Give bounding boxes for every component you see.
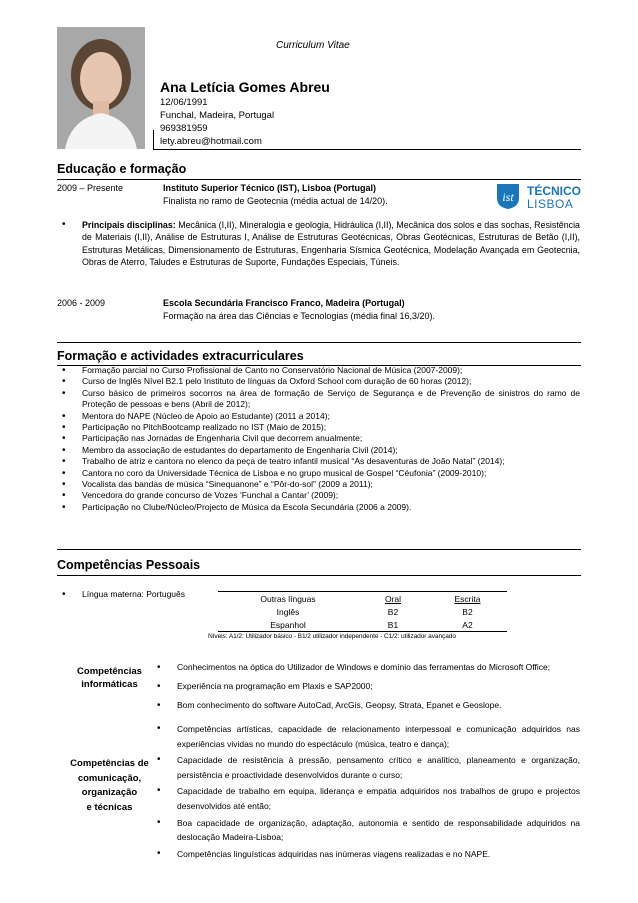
- label-line: Competências de: [70, 758, 149, 769]
- level-note: Níveis: A1/2: Utilizador básico - B1/2 utilizador independente - C1/2: utilizador avançado: [208, 633, 456, 640]
- disciplines-item: [60, 219, 580, 268]
- email[interactable]: lety.abreu@hotmail.com: [160, 136, 262, 147]
- language-table-wrap: [218, 591, 507, 632]
- list-item: • Participação no Clube/Núcleo/Projecto de Música da Escola Secundária (2006 a 2009).: [60, 502, 580, 513]
- oral-level: B2: [387, 606, 399, 617]
- header-divider: [153, 149, 581, 150]
- label-line: comunicação,: [77, 772, 142, 784]
- education-institution: Instituto Superior Técnico (IST), Lisboa (Portugal): [163, 183, 377, 193]
- section-divider: [57, 342, 581, 343]
- communication-skills-label: [57, 757, 162, 815]
- list-item: • Competências artísticas, capacidade de relacionamento interpessoal e comunicação adquiridos nas experiências vividas no mundo do espectáculo (música, teatro e dança);: [155, 722, 580, 751]
- communication-skills-list: [155, 722, 580, 861]
- header-languages: Outras línguas: [260, 593, 316, 604]
- list-item: • Membro da associação de estudantes do departamento de Engenharia Civil (2014);: [60, 445, 580, 456]
- birth-date: 12/06/1991: [160, 97, 208, 108]
- list-item: • Curso básico de primeiros socorros na área de formação de Serviço de Segurança e de Prevenção de sinistros do ramo de Proteção de pessoas e bens (Abril de 2012);: [60, 388, 580, 411]
- education-period: 2009 – Presente: [57, 183, 124, 193]
- header-oral: Oral: [384, 593, 402, 604]
- location: Funchal, Madeira, Portugal: [160, 110, 275, 121]
- header-divider-vertical: [153, 130, 154, 150]
- list-item: • Capacidade de resistência à pressão, pensamento crítico e analítico, planeamento e organização, persistência e proactividade desenvolvidos durante o curso;: [155, 753, 580, 782]
- language-name: Inglês: [276, 606, 300, 617]
- section-title-personal: Competências Pessoais: [57, 558, 201, 572]
- logo-line1: TÉCNICO: [527, 184, 581, 198]
- list-item: • Trabalho de atriz e cantora no elenco da peça de teatro infantil musical “As desaventuras de João Natal” (2014);: [60, 456, 580, 467]
- svg-text:ist: ist: [502, 190, 514, 204]
- list-item: • Vencedora do grande concurso de Vozes ‘Funchal a Cantar’ (2009);: [60, 490, 580, 501]
- list-item: • Participação no PitchBootcamp realizado no IST (Maio de 2015);: [60, 422, 580, 433]
- header-written: Escrita: [454, 593, 481, 604]
- written-level: B2: [462, 606, 473, 617]
- label-line: organização: [81, 787, 138, 798]
- disciplines-text: Mecânica (I,II), Mineralogia e geologia, Hidráulica (I,II), Mecânica dos solos e das sochas, Resistência de Materiais (I,II), Análise de Estruturas I, Análise de Estruturas Geotécnicas, Obras Geotécnicas, Estruturas de Betão (I,II), Estruturas Metálicas, Dimensionamento de Estruturas, Engenharia Sísmica Geotécnica, Modelação Avançada em Geotecnia, Obras de Aterro, Taludes e Estruturas de Suporte, Fundações Especiais, Túneis.: [82, 220, 580, 267]
- education-detail: Finalista no ramo de Geotecnia (média actual de 14/20).: [163, 196, 388, 206]
- list-item: • Conhecimentos na óptica do Utilizador de Windows e domínio das ferramentas do Microsoft Office;: [155, 658, 580, 677]
- list-item: • Experiência na programação em Plaxis e SAP2000;: [155, 677, 580, 696]
- document-title: Curriculum Vitae: [276, 40, 350, 51]
- computer-skills-list: [155, 658, 580, 715]
- list-item: • Cantora no coro da Universidade Técnica de Lisboa e no grupo musical de Gospel “Céufonia” (2009-2010);: [60, 468, 580, 479]
- oral-level: B1: [387, 619, 399, 630]
- computer-skills-label: [57, 665, 162, 691]
- section-divider: [57, 575, 581, 576]
- phone: 969381959: [160, 123, 208, 134]
- label-line: e técnicas: [86, 801, 133, 813]
- mother-tongue-list: [60, 589, 220, 600]
- section-divider: [57, 549, 581, 550]
- list-item: • Participação nas Jornadas de Engenharia Civil que decorrem anualmente;: [60, 433, 580, 444]
- list-item: • Capacidade de trabalho em equipa, liderança e empatia adquiridos nos trabalhos de grupo e projectos desenvolvidos até então;: [155, 784, 580, 813]
- list-item: • Competências linguísticas adquiridas nas inúmeras viagens realizadas e no NAPE.: [155, 847, 580, 862]
- label-line: Competências: [77, 666, 142, 677]
- label-line: informáticas: [81, 679, 138, 690]
- disciplines-label: Principais disciplinas:: [82, 220, 176, 230]
- table-bottom-rule: [218, 631, 507, 632]
- language-table: [218, 592, 507, 631]
- list-item: • Bom conhecimento do software AutoCad, ArcGis, Geopsy, Strata, Epanet e Geoslope.: [155, 696, 580, 715]
- ist-logo: [494, 180, 582, 212]
- list-item: • Formação parcial no Curso Profissional de Canto no Conservatório Nacional de Música (2007-2009);: [60, 365, 580, 376]
- ist-logo-icon: [494, 182, 522, 210]
- section-title-extracurricular: Formação e actividades extracurriculares: [57, 349, 304, 363]
- list-item: • Curso de Inglês Nível B2.1 pelo Instituto de línguas da Oxford School com duração de 60 horas (2012);: [60, 376, 580, 387]
- table-row: [218, 605, 507, 618]
- extracurricular-list: [60, 365, 580, 513]
- table-row: [218, 618, 507, 631]
- education-institution: Escola Secundária Francisco Franco, Madeira (Portugal): [163, 298, 405, 308]
- mother-tongue: • Língua materna: Português: [60, 589, 220, 600]
- section-title-education: Educação e formação: [57, 162, 187, 176]
- list-item: • Mentora do NAPE (Núcleo de Apoio ao Estudante) (2011 a 2014);: [60, 411, 580, 422]
- language-name: Espanhol: [270, 619, 306, 630]
- education-period: 2006 - 2009: [57, 298, 106, 308]
- profile-photo: [57, 27, 145, 149]
- portrait-image: [57, 27, 145, 149]
- list-item: • Vocalista das bandas de música “Sinequanone” e “Pôr-do-sol” (2009 a 2011);: [60, 479, 580, 490]
- person-name: Ana Letícia Gomes Abreu: [160, 79, 330, 95]
- logo-line2: LISBOA: [527, 197, 574, 211]
- list-item: • Boa capacidade de organização, adaptação, autonomia e sentido de responsabilidade adquiridos na deslocação Madeira-Lisboa;: [155, 816, 580, 845]
- education-detail: Formação na área das Ciências e Tecnologias (média final 16,3/20).: [163, 311, 435, 321]
- disciplines-list: [60, 219, 580, 268]
- table-header-row: [218, 592, 507, 605]
- written-level: A2: [462, 619, 473, 630]
